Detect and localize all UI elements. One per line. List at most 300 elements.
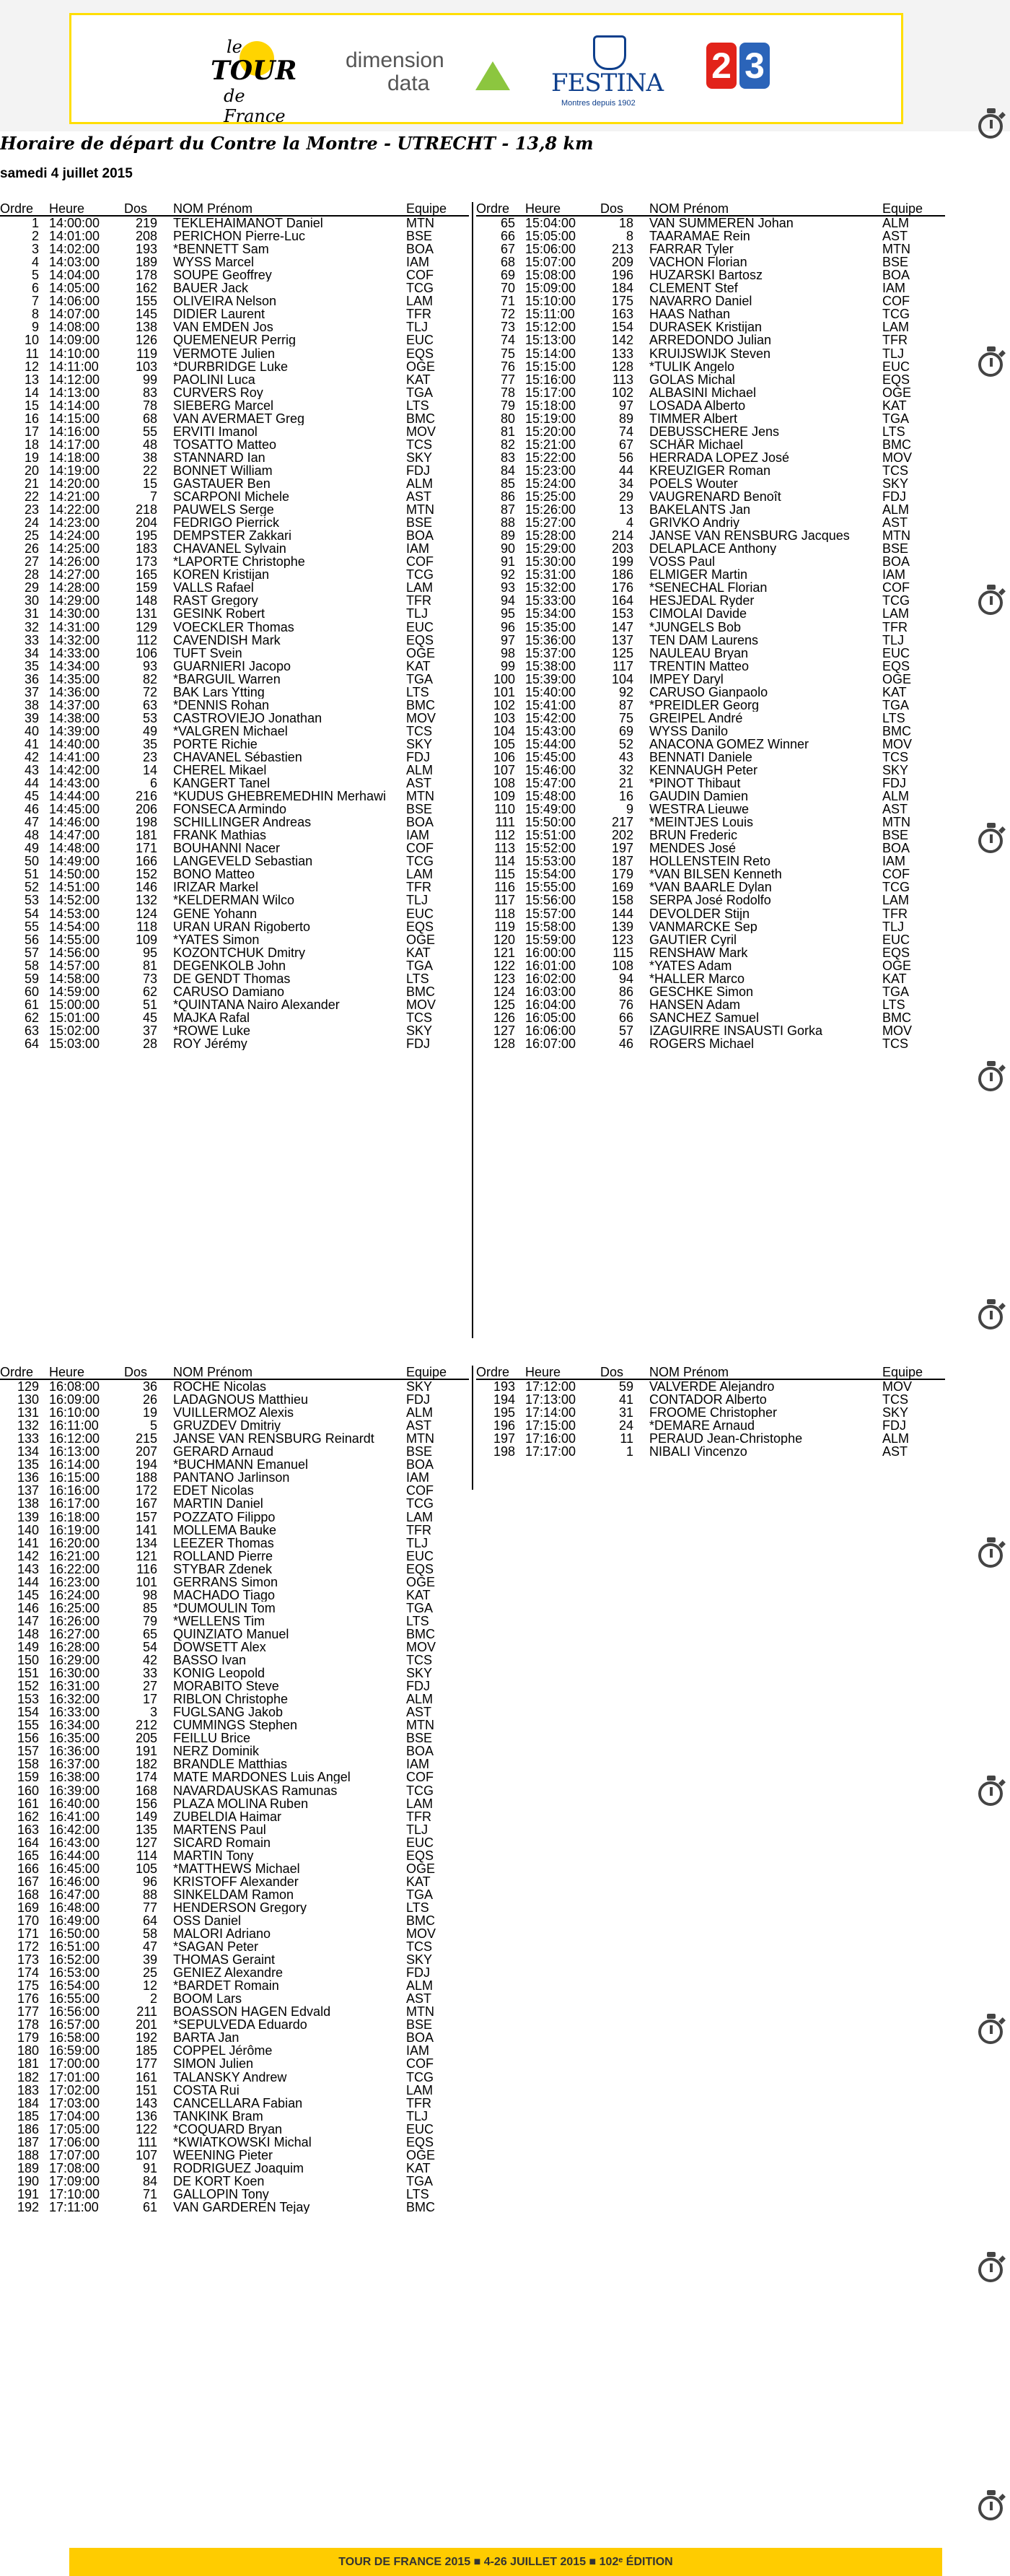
- col-nom: *PINOT Thibaut: [649, 777, 741, 790]
- col-dos: 174: [135, 1770, 157, 1785]
- col-nom: SIEBERG Marcel: [173, 398, 274, 412]
- col-heure: 16:07:00: [525, 1036, 576, 1051]
- col-equipe: IAM: [882, 854, 906, 869]
- col-ordre: 2: [31, 229, 39, 244]
- col-heure: 15:05:00: [525, 229, 576, 244]
- col-nom: HAAS Nathan: [649, 307, 731, 321]
- table-row: [0, 1511, 469, 1524]
- col-nom: HANSEN Adam: [649, 997, 741, 1011]
- col-nom: *LAPORTE Christophe: [173, 555, 305, 569]
- table-row: [0, 243, 469, 256]
- table-row: [476, 777, 945, 790]
- col-dos: 149: [135, 1809, 157, 1824]
- col-nom: WEENING Pieter: [173, 2148, 273, 2162]
- col-nom: MARTIN Daniel: [173, 1497, 263, 1511]
- col-dos-header: Dos: [124, 1365, 148, 1379]
- col-heure: 14:14:00: [49, 398, 100, 413]
- col-heure: 15:11:00: [525, 307, 575, 322]
- col-dos: 211: [136, 2004, 157, 2020]
- col-nom: KONIG Leopold: [173, 1667, 265, 1680]
- col-heure: 14:19:00: [49, 463, 100, 478]
- table-row: [0, 972, 469, 985]
- col-heure: 16:50:00: [49, 1926, 100, 1942]
- table-row: [0, 1576, 469, 1589]
- col-equipe: COF: [882, 867, 910, 882]
- col-heure: 15:30:00: [525, 554, 576, 569]
- col-dos: 209: [611, 255, 633, 270]
- col-equipe: LTS: [406, 971, 429, 986]
- col-nom: *TULIK Angelo: [649, 359, 735, 373]
- col-equipe: IAM: [406, 1470, 430, 1485]
- col-ordre: 70: [500, 281, 515, 296]
- col-dos: 115: [612, 945, 633, 960]
- col-nom: VOECKLER Thomas: [173, 620, 294, 634]
- col-dos: 213: [611, 242, 633, 257]
- col-equipe: TGA: [406, 1887, 434, 1902]
- sponsor-logo-frame: [69, 13, 903, 124]
- col-ordre: 138: [17, 1496, 39, 1511]
- table-row: [476, 764, 945, 777]
- col-dos: 94: [618, 971, 633, 986]
- col-nom: SANCHEZ Samuel: [649, 1010, 760, 1024]
- table-row: [0, 294, 469, 307]
- table-row: [0, 1471, 469, 1484]
- col-ordre: 116: [494, 880, 515, 895]
- col-dos: 169: [611, 880, 633, 895]
- col-heure: 15:25:00: [525, 489, 576, 505]
- col-equipe: TFR: [406, 880, 431, 895]
- col-dos: 102: [611, 385, 633, 400]
- col-ordre: 143: [17, 1561, 39, 1576]
- col-heure: 16:36:00: [49, 1744, 100, 1759]
- col-ordre: 47: [24, 815, 39, 830]
- col-dos: 79: [142, 1613, 157, 1628]
- col-dos: 138: [135, 320, 157, 335]
- table-row: [476, 660, 945, 673]
- stopwatch-icon: [975, 2490, 1004, 2522]
- table-row: [0, 594, 469, 607]
- col-ordre: 28: [24, 567, 39, 582]
- col-heure: 14:24:00: [49, 528, 100, 543]
- col-heure: 17:14:00: [525, 1405, 576, 1420]
- col-ordre: 95: [500, 606, 515, 621]
- col-ordre: 38: [24, 697, 39, 712]
- table-row: [0, 1654, 469, 1667]
- table-row: [476, 1445, 945, 1458]
- col-equipe: TGA: [882, 697, 910, 712]
- col-nom: STANNARD Ian: [173, 450, 265, 464]
- col-nom: *QUINTANA Nairo Alexander: [173, 997, 340, 1011]
- col-equipe: TCS: [406, 1653, 432, 1668]
- col-nom: ROLLAND Pierre: [173, 1549, 273, 1563]
- col-ordre: 152: [17, 1679, 39, 1694]
- col-heure: 15:28:00: [525, 528, 576, 543]
- col-heure: 15:18:00: [525, 398, 576, 413]
- col-equipe: OGE: [406, 359, 436, 374]
- col-equipe: COF: [406, 841, 434, 856]
- col-dos: 111: [137, 2134, 157, 2149]
- table-row: [476, 933, 945, 946]
- col-nom: TUFT Svein: [173, 646, 242, 660]
- col-heure: 16:44:00: [49, 1848, 100, 1863]
- col-dos: 15: [142, 476, 157, 491]
- col-ordre: 14: [24, 385, 39, 400]
- col-equipe: OGE: [406, 932, 436, 947]
- col-equipe: LAM: [406, 1796, 434, 1811]
- col-heure: 15:13:00: [525, 333, 576, 348]
- col-dos: 103: [135, 359, 157, 374]
- col-heure: 15:17:00: [525, 385, 576, 400]
- stopwatch-icon: [975, 823, 1004, 855]
- table-row: [0, 647, 469, 660]
- col-nom: GENIEZ Alexandre: [173, 1966, 284, 1980]
- col-equipe: SKY: [882, 1405, 909, 1420]
- col-dos: 3: [149, 1705, 157, 1720]
- col-dos: 214: [611, 528, 633, 543]
- col-ordre: 25: [24, 528, 39, 543]
- col-dos: 109: [135, 932, 157, 947]
- col-ordre: 66: [500, 229, 515, 244]
- col-nom: ZUBELDIA Haimar: [173, 1809, 282, 1823]
- col-ordre: 159: [17, 1770, 39, 1785]
- col-dos: 13: [618, 502, 633, 518]
- col-heure: 17:06:00: [49, 2134, 100, 2149]
- col-ordre: 74: [500, 333, 515, 348]
- col-ordre: 17: [24, 424, 39, 439]
- col-ordre: 100: [493, 671, 515, 686]
- col-ordre: 160: [17, 1783, 39, 1798]
- col-equipe: EUC: [882, 932, 910, 947]
- table-row: [476, 686, 945, 699]
- col-nom: *BARDET Romain: [173, 1979, 279, 1993]
- col-equipe: LTS: [882, 710, 905, 725]
- table-row: [476, 412, 945, 425]
- col-ordre: 53: [24, 893, 39, 908]
- col-heure: 16:54:00: [49, 1978, 100, 1994]
- col-dos: 144: [611, 906, 633, 921]
- col-nom: SERPA José Rodolfo: [649, 894, 771, 907]
- table-row: [0, 1589, 469, 1602]
- col-heure: 15:37:00: [525, 645, 576, 660]
- col-nom: ANACONA GOMEZ Winner: [649, 737, 809, 751]
- col-ordre: 80: [500, 411, 515, 426]
- start-table-1: [0, 202, 469, 1050]
- france3-logo: 3: [739, 43, 770, 89]
- col-nom: VAN GARDEREN Tejay: [173, 2201, 310, 2214]
- col-heure: 14:15:00: [49, 411, 100, 426]
- col-heure: 17:09:00: [49, 2173, 100, 2188]
- start-table-3: [0, 1366, 469, 2214]
- table-row: [0, 933, 469, 946]
- col-dos: 28: [142, 1036, 157, 1051]
- col-ordre: 120: [493, 932, 515, 947]
- table-row: [0, 555, 469, 568]
- table-row: [0, 1024, 469, 1037]
- col-ordre: 59: [24, 971, 39, 986]
- stopwatch-icon: [975, 585, 1004, 616]
- page-title: Horaire de départ du Contre la Montre - UTRECHT - 13,8 km: [0, 133, 594, 154]
- col-dos: 16: [618, 789, 633, 804]
- col-equipe: AST: [406, 489, 432, 505]
- col-nom: FARRAR Tyler: [649, 243, 734, 256]
- col-nom: VAN AVERMAET Greg: [173, 411, 305, 425]
- col-ordre: 154: [17, 1705, 39, 1720]
- col-equipe: BSE: [406, 229, 433, 244]
- col-nom: FUGLSANG Jakob: [173, 1706, 284, 1719]
- table-row: [0, 1771, 469, 1783]
- col-nom: CHAVANEL Sébastien: [173, 750, 302, 764]
- col-heure: 15:57:00: [525, 906, 576, 921]
- table-row: [476, 673, 945, 686]
- col-nom: *BARGUIL Warren: [173, 672, 281, 686]
- col-nom: ALBASINI Michael: [649, 385, 757, 399]
- col-nom: *SEPULVEDA Eduardo: [173, 2018, 307, 2032]
- col-ordre: 11: [25, 346, 39, 361]
- col-equipe: EUC: [406, 1548, 434, 1563]
- col-equipe: TCS: [882, 463, 908, 478]
- table-row: [0, 881, 469, 894]
- col-heure: 15:54:00: [525, 867, 576, 882]
- col-equipe: BSE: [882, 541, 909, 556]
- col-nom: GESCHKE Simon: [649, 984, 754, 998]
- col-equipe: TLJ: [406, 320, 429, 335]
- col-equipe: TLJ: [406, 606, 429, 621]
- col-nom: RIBLON Christophe: [173, 1693, 289, 1706]
- col-dos: 48: [142, 437, 157, 452]
- col-equipe: MOV: [406, 1926, 436, 1942]
- col-heure: 16:13:00: [49, 1444, 100, 1459]
- col-dos: 146: [135, 880, 157, 895]
- col-heure: 15:56:00: [525, 893, 576, 908]
- tdf-logo-le: le: [227, 37, 242, 57]
- table-row: [476, 790, 945, 803]
- col-heure: 15:09:00: [525, 281, 576, 296]
- col-nom: FEILLU Brice: [173, 1732, 251, 1745]
- col-heure: 15:14:00: [525, 346, 576, 361]
- col-ordre: 173: [17, 1952, 39, 1968]
- col-ordre: 119: [494, 919, 515, 934]
- col-equipe: COF: [406, 2056, 434, 2071]
- table-row: [0, 751, 469, 764]
- table-row: [0, 360, 469, 373]
- col-dos-header: Dos: [124, 201, 148, 216]
- col-dos: 207: [135, 1444, 157, 1459]
- col-equipe: BOA: [406, 1457, 434, 1472]
- col-equipe-header: Equipe: [406, 201, 447, 216]
- col-ordre: 140: [17, 1522, 39, 1537]
- col-nom: TOSATTO Matteo: [173, 437, 277, 451]
- col-heure: 15:43:00: [525, 723, 576, 738]
- col-equipe: EQS: [406, 2134, 434, 2149]
- col-heure: 14:41:00: [49, 749, 100, 764]
- col-heure: 14:52:00: [49, 893, 100, 908]
- table-row: [0, 464, 469, 477]
- col-nom: DEMPSTER Zakkari: [173, 529, 292, 543]
- col-ordre: 79: [500, 398, 515, 413]
- col-nom: MALORI Adriano: [173, 1927, 271, 1941]
- col-equipe: TLJ: [406, 1535, 429, 1550]
- col-heure: 14:17:00: [49, 437, 100, 452]
- col-heure: 17:07:00: [49, 2147, 100, 2162]
- col-ordre: 90: [500, 541, 515, 556]
- table-row: [0, 1563, 469, 1576]
- table-row: [0, 347, 469, 360]
- table-row: [0, 1914, 469, 1927]
- table-row: [0, 568, 469, 581]
- col-nom: GALLOPIN Tony: [173, 2187, 269, 2201]
- col-heure: 16:35:00: [49, 1731, 100, 1746]
- col-nom: CARUSO Gianpaolo: [649, 685, 768, 699]
- col-dos: 162: [135, 281, 157, 296]
- col-equipe: TCG: [882, 880, 910, 895]
- table-row: [476, 294, 945, 307]
- col-ordre: 93: [500, 580, 515, 595]
- col-dos: 46: [618, 1036, 633, 1051]
- col-dos: 159: [135, 580, 157, 595]
- table-row: [0, 607, 469, 620]
- col-heure: 16:42:00: [49, 1822, 100, 1837]
- col-equipe: KAT: [882, 684, 907, 699]
- col-ordre-header: Ordre: [0, 201, 34, 216]
- col-heure: 16:53:00: [49, 1965, 100, 1981]
- col-ordre: 150: [17, 1653, 39, 1668]
- col-nom: BAUER Jack: [173, 281, 249, 295]
- col-ordre: 190: [17, 2173, 39, 2188]
- col-equipe: MOV: [406, 997, 436, 1012]
- table-row: [0, 1537, 469, 1550]
- col-heure: 14:11:00: [49, 359, 99, 374]
- col-equipe: TGA: [406, 671, 434, 686]
- table-row: [476, 868, 945, 881]
- col-ordre: 13: [24, 372, 39, 387]
- col-ordre: 82: [500, 437, 515, 452]
- col-dos: 155: [135, 294, 157, 309]
- col-ordre: 78: [500, 385, 515, 400]
- col-dos: 62: [142, 984, 157, 999]
- col-equipe: TGA: [882, 411, 910, 426]
- col-nom: VANMARCKE Sep: [649, 920, 758, 933]
- table-row: [476, 985, 945, 998]
- col-nom: RENSHAW Mark: [649, 946, 748, 959]
- col-ordre: 8: [31, 307, 39, 322]
- col-equipe: EUC: [406, 333, 434, 348]
- col-ordre: 97: [500, 632, 515, 647]
- col-dos: 82: [142, 671, 157, 686]
- col-dos: 197: [611, 841, 633, 856]
- col-equipe: FDJ: [406, 1965, 430, 1981]
- col-heure: 16:56:00: [49, 2004, 100, 2020]
- col-dos: 4: [625, 515, 633, 531]
- col-nom: KOZONTCHUK Dmitry: [173, 946, 305, 959]
- col-heure: 14:27:00: [49, 567, 100, 582]
- col-nom: TALANSKY Andrew: [173, 2070, 287, 2084]
- table-row: [0, 2149, 469, 2162]
- col-ordre: 69: [500, 268, 515, 283]
- col-equipe: TFR: [406, 593, 431, 608]
- col-equipe: FDJ: [406, 463, 430, 478]
- col-ordre: 31: [24, 606, 39, 621]
- table-row: [0, 790, 469, 803]
- col-ordre: 21: [24, 476, 39, 491]
- col-nom: MARTENS Paul: [173, 1822, 266, 1836]
- table-row: [476, 243, 945, 256]
- col-heure: 16:32:00: [49, 1692, 100, 1707]
- col-nom: BOUHANNI Nacer: [173, 842, 281, 855]
- col-equipe: MTN: [406, 1718, 434, 1733]
- col-ordre: 71: [500, 294, 515, 309]
- col-equipe: TGA: [406, 958, 434, 973]
- col-heure: 15:45:00: [525, 749, 576, 764]
- festina-logo-name: FESTINA: [551, 69, 664, 97]
- col-ordre: 34: [24, 645, 39, 660]
- table-row: [0, 399, 469, 412]
- table-row: [476, 542, 945, 555]
- col-dos: 178: [135, 268, 157, 283]
- stopwatch-icon: [975, 1537, 1004, 1569]
- col-nom: DURASEK Kristijan: [649, 320, 763, 334]
- col-heure: 16:38:00: [49, 1770, 100, 1785]
- start-table-2: [476, 202, 945, 1050]
- col-dos: 18: [618, 216, 633, 231]
- col-ordre: 91: [500, 554, 515, 569]
- col-ordre: 198: [493, 1444, 515, 1459]
- table-row: [0, 1667, 469, 1680]
- col-heure: 14:48:00: [49, 841, 100, 856]
- col-heure: 17:02:00: [49, 2082, 100, 2097]
- col-nom: PAUWELS Serge: [173, 503, 274, 517]
- col-ordre: 87: [500, 502, 515, 518]
- col-dos: 66: [618, 1010, 633, 1025]
- col-ordre: 6: [31, 281, 39, 296]
- col-nom: TRENTIN Matteo: [649, 659, 750, 673]
- table-row: [0, 1419, 469, 1432]
- col-nom: COSTA Rui: [173, 2083, 240, 2097]
- col-dos: 195: [135, 528, 157, 543]
- col-equipe: EQS: [882, 372, 910, 387]
- col-heure: 16:29:00: [49, 1653, 100, 1668]
- col-dos: 119: [136, 346, 157, 361]
- col-heure: 15:58:00: [525, 919, 576, 934]
- col-equipe: TFR: [882, 906, 908, 921]
- col-ordre: 63: [24, 1023, 39, 1038]
- col-heure: 15:35:00: [525, 619, 576, 634]
- col-ordre: 191: [17, 2186, 39, 2201]
- col-ordre: 15: [24, 398, 39, 413]
- table-row: [0, 1011, 469, 1024]
- col-heure: 14:10:00: [49, 346, 100, 361]
- col-heure: 14:18:00: [49, 450, 100, 465]
- stopwatch-icon: [975, 2252, 1004, 2284]
- col-heure: 16:00:00: [525, 945, 576, 960]
- col-dos: 114: [136, 1848, 157, 1863]
- col-heure: 15:47:00: [525, 776, 576, 791]
- col-heure: 15:21:00: [525, 437, 576, 452]
- col-ordre: 162: [17, 1809, 39, 1824]
- col-dos: 67: [618, 437, 633, 452]
- table-row: [0, 2123, 469, 2136]
- col-dos: 188: [135, 1470, 157, 1485]
- dd-triangle-icon: [475, 61, 510, 90]
- col-nom: IRIZAR Markel: [173, 881, 259, 894]
- col-nom: ROY Jérémy: [173, 1037, 247, 1050]
- col-nom: *VAN BILSEN Kenneth: [649, 868, 782, 881]
- france2-logo: 2: [706, 43, 737, 89]
- col-equipe: TFR: [882, 333, 908, 348]
- col-nom: VAN EMDEN Jos: [173, 320, 273, 334]
- table-row: [476, 425, 945, 438]
- col-ordre: 83: [500, 450, 515, 465]
- col-ordre: 193: [493, 1379, 515, 1394]
